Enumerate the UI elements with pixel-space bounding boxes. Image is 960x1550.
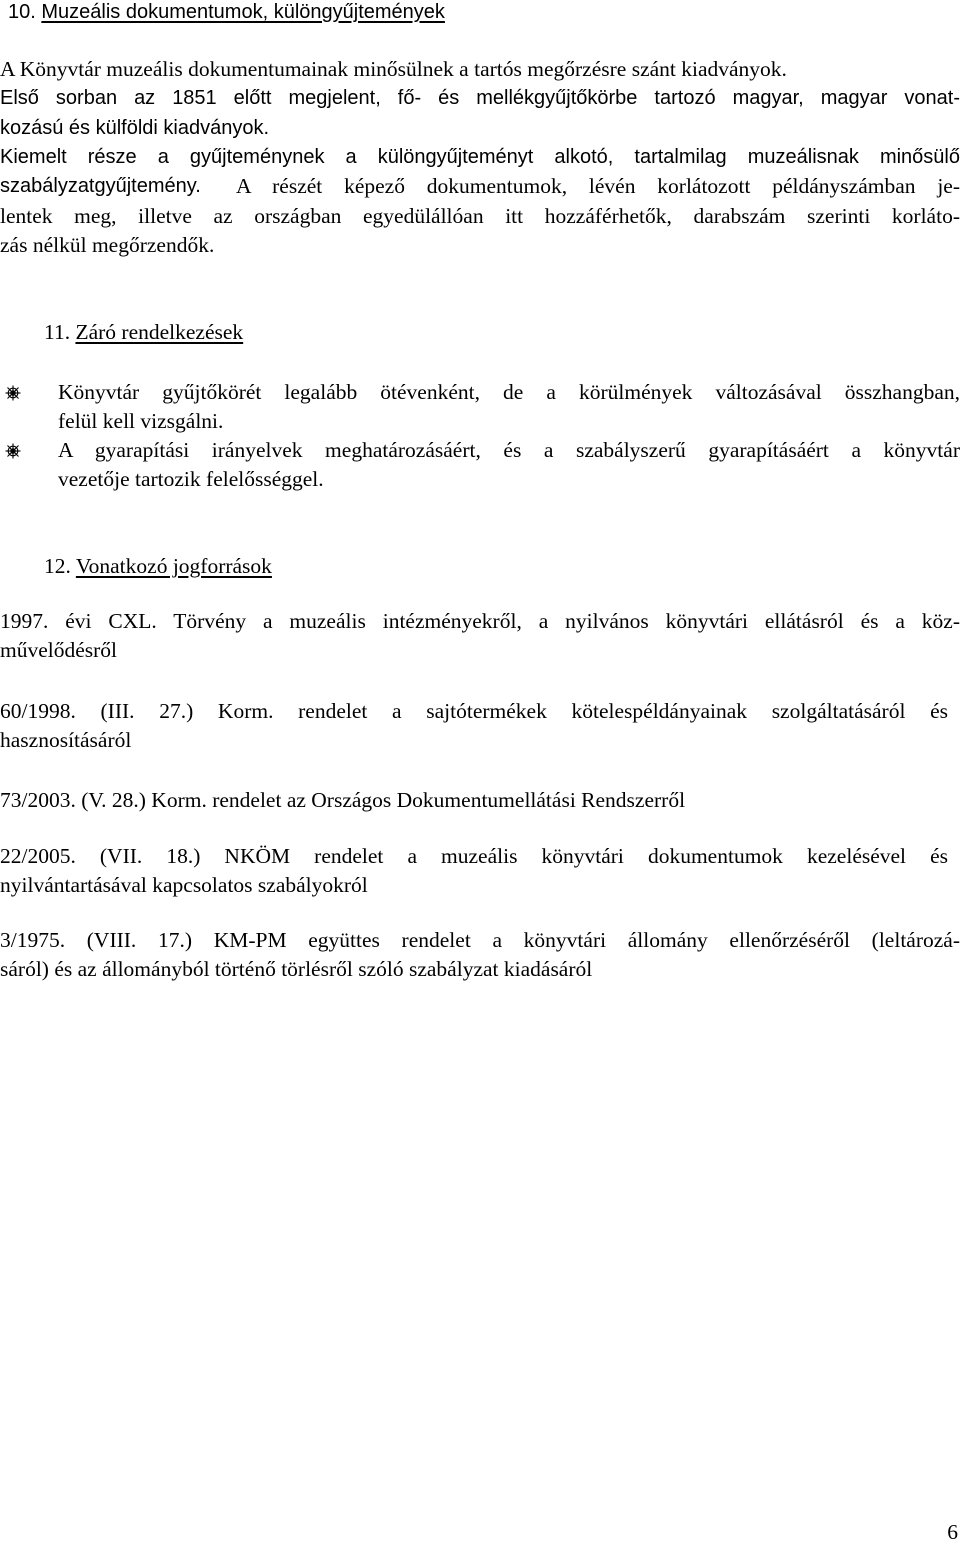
section-11-number: 11. bbox=[44, 320, 71, 344]
section-11-title: Záró rendelkezések bbox=[75, 320, 244, 344]
section-10-heading bbox=[8, 0, 445, 27]
bullet-1-line-2: felül kell vizsgálni. bbox=[58, 409, 224, 433]
section-12-heading bbox=[44, 552, 272, 581]
section-10-line-1: A Könyvtár muzeális dokumentumainak minősülnek a tartós megőrzésre szánt kiadványok. bbox=[0, 57, 787, 81]
source-2-line-1: 60/1998. (III. 27.) Korm. rendelet a sajtótermékek kötelespéldányainak szolgáltatásáról és bbox=[0, 699, 948, 723]
bullet-2-line-2: vezetője tartozik felelősséggel. bbox=[58, 467, 324, 491]
section-10-line-7: zás nélkül megőrzendők. bbox=[0, 233, 215, 257]
section-10-line-4: Kiemelt része a gyűjteménynek a különgyűjteményt alkotó, tartalmilag muzeálisnak minősülő bbox=[0, 146, 960, 168]
section-12-number: 12. bbox=[44, 554, 71, 578]
source-4-line-2: nyilvántartásával kapcsolatos szabályokról bbox=[0, 873, 368, 897]
source-3-line-1: 73/2003. (V. 28.) Korm. rendelet az Országos Dokumentumellátási Rendszerről bbox=[0, 788, 686, 812]
source-4-line-1: 22/2005. (VII. 18.) NKÖM rendelet a muzeális könyvtári dokumentumok kezelésével és bbox=[0, 844, 948, 868]
source-2-line-2: hasznosításáról bbox=[0, 728, 132, 752]
section-10-line-6: lentek meg, illetve az országban egyedülállóan itt hozzáférhetők, darabszám szerinti korláto- bbox=[0, 204, 960, 228]
source-5-line-1: 3/1975. (VIII. 17.) KM-PM együttes rendelet a könyvtári állomány ellenőrzéséről (leltározá- bbox=[0, 928, 960, 952]
section-12-title: Vonatkozó jogforrások bbox=[75, 554, 272, 578]
section-10-number: 10. bbox=[8, 1, 36, 23]
source-5-line-2: sáról) és az állományból történő törlésről szóló szabályzat kiadásáról bbox=[0, 957, 593, 981]
source-1-line-1: 1997. évi CXL. Törvény a muzeális intézményekről, a nyilvános könyvtári ellátásról és a köz- bbox=[0, 609, 960, 633]
section-10-line-2: Első sorban az 1851 előtt megjelent, fő- és mellékgyűjtőkörbe tartozó magyar, magyar vonat- bbox=[0, 87, 960, 109]
section-10-line-5-serif: A részét képező dokumentumok, lévén korlátozott példányszámban je- bbox=[236, 174, 960, 198]
section-10-line-3: kozású és külföldi kiadványok. bbox=[0, 117, 270, 139]
page-number: 6 bbox=[947, 1520, 958, 1544]
bullet-2-icon bbox=[5, 443, 21, 459]
section-10-line-5 bbox=[0, 172, 201, 201]
section-10-title: Muzeális dokumentumok, különgyűjtemények bbox=[41, 1, 445, 23]
bullet-2-line-1: A gyarapítási irányelvek meghatározásáért, és a szabályszerű gyarapításáért a könyvtár bbox=[58, 438, 960, 462]
bullet-1-line-1: Könyvtár gyűjtőkörét legalább ötévenként, de a körülmények változásával összhangban, bbox=[58, 380, 960, 404]
source-1-line-2: művelődésről bbox=[0, 638, 118, 662]
bullet-1-icon bbox=[5, 385, 21, 401]
section-11-heading bbox=[44, 318, 243, 347]
section-10-line-5-sans: szabályzatgyűjtemény. bbox=[0, 175, 201, 197]
